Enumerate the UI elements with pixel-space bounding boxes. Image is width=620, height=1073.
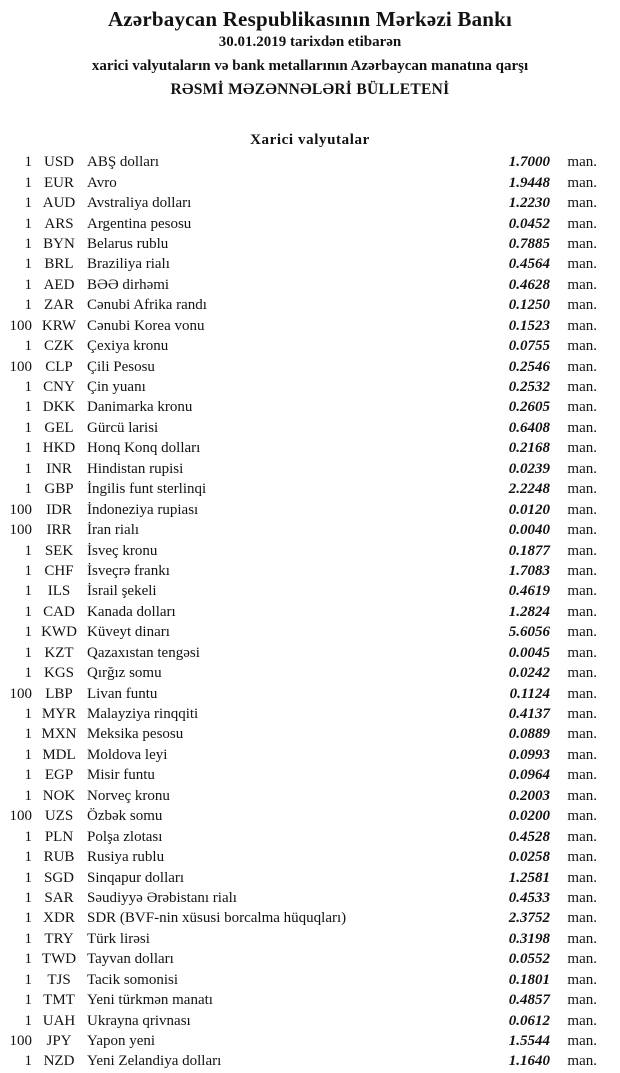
currency-quantity: 1: [24, 379, 32, 396]
table-row: [7, 929, 597, 949]
rate-unit-label: man.: [567, 808, 597, 825]
currency-rate: 0.0242: [508, 665, 550, 682]
table-row: [7, 950, 597, 970]
currency-quantity: 1: [24, 154, 32, 171]
currency-rate: 0.1250: [508, 297, 550, 314]
currency-name: Türk lirəsi: [87, 930, 150, 947]
rate-unit-label: man.: [567, 685, 597, 702]
currency-code: INR: [46, 460, 72, 477]
currency-rate: 0.2532: [508, 379, 550, 396]
currency-rate: 1.9448: [508, 174, 550, 191]
table-row: [7, 418, 597, 438]
currency-rate: 1.2230: [508, 195, 550, 212]
currency-rate: 0.0755: [508, 338, 550, 355]
rate-unit-label: man.: [567, 828, 597, 845]
currency-quantity: 1: [24, 706, 32, 723]
table-row: [7, 193, 597, 213]
table-row: [7, 459, 597, 479]
currency-code: CZK: [44, 338, 74, 355]
currency-code: CAD: [43, 603, 75, 620]
currency-quantity: 1: [24, 562, 32, 579]
currency-rate: 0.0452: [508, 215, 550, 232]
currency-name: Özbək somu: [87, 808, 163, 825]
currency-name: Braziliya rialı: [87, 256, 170, 273]
currency-code: CLP: [45, 358, 73, 375]
table-row: [7, 541, 597, 561]
table-row: [7, 602, 597, 622]
table-row: [7, 561, 597, 581]
currency-code: ZAR: [44, 297, 74, 314]
currency-name: Cənubi Afrika randı: [87, 297, 207, 314]
currency-code: PLN: [44, 828, 74, 845]
currency-quantity: 1: [24, 767, 32, 784]
table-row: [7, 1011, 597, 1031]
currency-rate: 0.1877: [508, 542, 550, 559]
table-row: [7, 847, 597, 867]
currency-rate: 0.2003: [508, 787, 550, 804]
currency-quantity: 100: [9, 685, 32, 702]
currency-name: Ukrayna qrivnası: [87, 1012, 191, 1029]
rate-unit-label: man.: [567, 460, 597, 477]
table-row: [7, 643, 597, 663]
currency-code: MDL: [42, 746, 76, 763]
currency-code: SAR: [44, 889, 74, 906]
currency-rate: 0.0964: [508, 767, 550, 784]
rate-unit-label: man.: [567, 338, 597, 355]
table-row: [7, 1052, 597, 1072]
currency-quantity: 1: [24, 930, 32, 947]
rate-unit-label: man.: [567, 603, 597, 620]
currency-name: Tayvan dolları: [87, 951, 174, 968]
currency-code: SEK: [44, 542, 74, 559]
table-row: [7, 766, 597, 786]
currency-rate: 0.4628: [508, 276, 550, 293]
currency-code: BRL: [44, 256, 74, 273]
currency-name: Səudiyyə Ərəbistanı rialı: [87, 889, 237, 906]
currency-code: BYN: [43, 235, 75, 252]
currency-name: Moldova leyi: [87, 746, 168, 763]
rate-unit-label: man.: [567, 767, 597, 784]
rate-unit-label: man.: [567, 399, 597, 416]
currency-quantity: 1: [24, 399, 32, 416]
currency-name: Honq Konq dolları: [87, 440, 201, 457]
currency-name: Yeni Zelandiya dolları: [87, 1053, 222, 1070]
currency-rate: 2.2248: [508, 481, 550, 498]
currency-code: RUB: [43, 849, 75, 866]
rate-unit-label: man.: [567, 215, 597, 232]
currency-quantity: 100: [9, 522, 32, 539]
rate-unit-label: man.: [567, 256, 597, 273]
currency-rate: 0.6408: [508, 419, 550, 436]
currency-rate: 1.5544: [508, 1033, 550, 1050]
currency-code: JPY: [46, 1033, 72, 1050]
currency-code: KWD: [41, 624, 77, 641]
currency-code: TMT: [43, 992, 75, 1009]
currency-name: Çexiya kronu: [87, 338, 169, 355]
currency-name: Polşa zlotası: [87, 828, 163, 845]
currency-name: Yapon yeni: [87, 1033, 156, 1050]
currency-quantity: 1: [24, 1053, 32, 1070]
currency-quantity: 1: [24, 338, 32, 355]
currency-name: Danimarka kronu: [87, 399, 193, 416]
currency-code: ARS: [44, 215, 74, 232]
currency-name: İran rialı: [87, 522, 140, 539]
currency-rate: 0.1124: [509, 685, 550, 702]
currency-name: Çili Pesosu: [87, 358, 155, 375]
table-row: [7, 520, 597, 540]
currency-quantity: 100: [9, 808, 32, 825]
rate-unit-label: man.: [567, 971, 597, 988]
table-row: [7, 704, 597, 724]
table-row: [7, 745, 597, 765]
table-row: [7, 990, 597, 1010]
currency-name: Sinqapur dolları: [87, 869, 185, 886]
currency-name: Meksika pesosu: [87, 726, 184, 743]
table-row: [7, 725, 597, 745]
table-row: [7, 663, 597, 683]
currency-quantity: 1: [24, 440, 32, 457]
currency-name: İsrail şekeli: [87, 583, 157, 600]
bank-title: Azərbaycan Respublikasının Mərkəzi Bankı: [107, 7, 513, 31]
currency-name: İsveçrə frankı: [87, 562, 170, 579]
currency-name: Küveyt dinarı: [87, 624, 170, 641]
rate-unit-label: man.: [567, 665, 597, 682]
rate-unit-label: man.: [567, 481, 597, 498]
currency-name: Kanada dolları: [87, 603, 176, 620]
currency-name: Yeni türkmən manatı: [87, 992, 213, 1009]
table-row: [7, 275, 597, 295]
table-row: [7, 582, 597, 602]
currency-quantity: 1: [24, 460, 32, 477]
table-row: [7, 623, 597, 643]
currency-name: İndoneziya rupiası: [87, 501, 199, 518]
currency-rate: 0.4857: [508, 992, 550, 1009]
rate-unit-label: man.: [567, 297, 597, 314]
currency-rate: 1.1640: [508, 1053, 550, 1070]
currency-name: BƏƏ dirhəmi: [87, 276, 170, 293]
currency-code: ILS: [47, 583, 71, 600]
scope-line: xarici valyutaların və bank metallarının Azərbaycan manatına qarşı: [91, 57, 529, 74]
table-row: [7, 909, 597, 929]
currency-code: MXN: [41, 726, 77, 743]
currency-quantity: 1: [24, 603, 32, 620]
currency-rate: 0.0040: [508, 522, 550, 539]
section-title-foreign-currencies: Xarici valyutalar: [250, 131, 370, 148]
currency-name: Avstraliya dolları: [87, 195, 192, 212]
currency-rate: 0.2605: [508, 399, 550, 416]
currency-code: SGD: [43, 869, 74, 886]
currency-name: Cənubi Korea vonu: [87, 317, 205, 334]
currency-code: CHF: [44, 562, 74, 579]
rate-unit-label: man.: [567, 154, 597, 171]
rate-unit-label: man.: [567, 746, 597, 763]
currency-quantity: 1: [24, 583, 32, 600]
table-row: [7, 255, 597, 275]
table-row: [7, 480, 597, 500]
currency-name: Argentina pesosu: [87, 215, 192, 232]
currency-quantity: 1: [24, 951, 32, 968]
rate-unit-label: man.: [567, 317, 597, 334]
currency-name: Belarus rublu: [87, 235, 169, 252]
currency-code: KZT: [44, 644, 74, 661]
currency-code: LBP: [45, 685, 73, 702]
currency-rate: 0.0045: [508, 644, 550, 661]
rate-unit-label: man.: [567, 930, 597, 947]
currency-quantity: 1: [24, 256, 32, 273]
currency-rate: 1.7083: [508, 562, 550, 579]
currency-rate: 0.0120: [508, 501, 550, 518]
currency-code: TRY: [44, 930, 74, 947]
currency-name: İsveç kronu: [87, 542, 158, 559]
currency-code: AED: [43, 276, 75, 293]
rate-unit-label: man.: [567, 726, 597, 743]
table-row: [7, 296, 597, 316]
rate-unit-label: man.: [567, 1012, 597, 1029]
rate-unit-label: man.: [567, 706, 597, 723]
currency-code: MYR: [41, 706, 77, 723]
rate-unit-label: man.: [567, 358, 597, 375]
currency-quantity: 1: [24, 195, 32, 212]
currency-quantity: 1: [24, 726, 32, 743]
rate-unit-label: man.: [567, 562, 597, 579]
currency-code: AUD: [42, 195, 76, 212]
currency-name: Qazaxıstan tengəsi: [87, 644, 200, 661]
currency-name: Çin yuanı: [87, 379, 146, 396]
currency-name: Misir funtu: [87, 767, 155, 784]
table-row: [7, 234, 597, 254]
currency-code: IRR: [46, 522, 72, 539]
currency-code: GBP: [44, 481, 74, 498]
currency-rate: 0.0612: [508, 1012, 550, 1029]
currency-code: CNY: [43, 379, 75, 396]
currency-quantity: 1: [24, 542, 32, 559]
currency-rate: 2.3752: [508, 910, 550, 927]
currency-quantity: 1: [24, 746, 32, 763]
rate-unit-label: man.: [567, 644, 597, 661]
currency-rate: 0.0258: [508, 849, 550, 866]
rate-unit-label: man.: [567, 910, 597, 927]
table-row: [7, 357, 597, 377]
currency-quantity: 100: [9, 317, 32, 334]
rate-unit-label: man.: [567, 1053, 597, 1070]
currency-rate: 0.2168: [508, 440, 550, 457]
currency-code: EUR: [44, 174, 74, 191]
table-row: [7, 173, 597, 193]
bulletin-header: [0, 7, 620, 102]
rate-unit-label: man.: [567, 174, 597, 191]
rate-unit-label: man.: [567, 235, 597, 252]
rate-unit-label: man.: [567, 951, 597, 968]
rate-unit-label: man.: [567, 1033, 597, 1050]
table-row: [7, 316, 597, 336]
currency-code: UAH: [42, 1012, 76, 1029]
currency-quantity: 1: [24, 174, 32, 191]
currency-code: KGS: [43, 665, 74, 682]
currency-quantity: 1: [24, 849, 32, 866]
rate-unit-label: man.: [567, 419, 597, 436]
currency-rate: 0.0239: [508, 460, 550, 477]
currency-rate: 0.4619: [508, 583, 550, 600]
currency-code: USD: [43, 154, 74, 171]
currency-rate: 5.6056: [508, 624, 550, 641]
currency-code: TWD: [41, 951, 77, 968]
currency-rate: 0.4137: [508, 706, 550, 723]
currency-code: IDR: [46, 501, 72, 518]
currency-name: Malayziya rinqqiti: [87, 706, 199, 723]
rate-unit-label: man.: [567, 522, 597, 539]
currency-quantity: 1: [24, 644, 32, 661]
currency-quantity: 1: [24, 992, 32, 1009]
currency-rate: 0.1523: [508, 317, 550, 334]
currency-quantity: 1: [24, 787, 32, 804]
currency-code: TJS: [47, 971, 71, 988]
rate-unit-label: man.: [567, 195, 597, 212]
currency-quantity: 1: [24, 297, 32, 314]
table-row: [7, 786, 597, 806]
currency-code: DKK: [42, 399, 76, 416]
currency-table: [0, 153, 620, 1073]
currency-name: Rusiya rublu: [87, 849, 165, 866]
rate-unit-label: man.: [567, 440, 597, 457]
rate-unit-label: man.: [567, 849, 597, 866]
currency-name: Avro: [87, 174, 117, 191]
currency-rate: 0.3198: [508, 930, 550, 947]
table-row: [7, 398, 597, 418]
currency-rate: 1.2581: [508, 869, 550, 886]
currency-quantity: 100: [9, 501, 32, 518]
currency-quantity: 100: [9, 1033, 32, 1050]
currency-quantity: 1: [24, 971, 32, 988]
currency-rate: 1.7000: [508, 154, 550, 171]
currency-name: Gürcü larisi: [87, 419, 159, 436]
currency-quantity: 1: [24, 828, 32, 845]
currency-quantity: 1: [24, 889, 32, 906]
table-row: [7, 214, 597, 234]
currency-rate: 0.2546: [508, 358, 550, 375]
currency-code: GEL: [44, 419, 74, 436]
table-row: [7, 377, 597, 397]
currency-name: Hindistan rupisi: [87, 460, 184, 477]
currency-name: Qırğız somu: [87, 665, 162, 682]
currency-quantity: 1: [24, 419, 32, 436]
rate-unit-label: man.: [567, 542, 597, 559]
rate-unit-label: man.: [567, 889, 597, 906]
currency-code: EGP: [44, 767, 74, 784]
currency-rate: 0.4533: [508, 889, 550, 906]
table-row: [7, 500, 597, 520]
currency-quantity: 1: [24, 235, 32, 252]
table-row: [7, 336, 597, 356]
currency-quantity: 1: [24, 869, 32, 886]
currency-quantity: 1: [24, 1012, 32, 1029]
currency-rate: 0.1801: [508, 971, 550, 988]
table-row: [7, 153, 597, 173]
currency-rate: 0.0552: [508, 951, 550, 968]
currency-rate: 0.7885: [508, 235, 550, 252]
currency-rate: 0.0200: [508, 808, 550, 825]
currency-name: Livan funtu: [87, 685, 158, 702]
currency-code: XDR: [43, 910, 75, 927]
currency-name: İngilis funt sterlinqi: [87, 481, 207, 498]
currency-quantity: 100: [9, 358, 32, 375]
rate-unit-label: man.: [567, 869, 597, 886]
currency-quantity: 1: [24, 624, 32, 641]
currency-rate: 0.4564: [508, 256, 550, 273]
table-row: [7, 684, 597, 704]
currency-rate: 1.2824: [508, 603, 550, 620]
currency-quantity: 1: [24, 215, 32, 232]
rate-unit-label: man.: [567, 583, 597, 600]
currency-rate: 0.0889: [508, 726, 550, 743]
currency-rate: 0.0993: [508, 746, 550, 763]
currency-code: KRW: [41, 317, 77, 334]
currency-name: SDR (BVF-nin xüsusi borcalma hüquqları): [87, 910, 347, 927]
effective-date-line: 30.01.2019 tarixdən etibarən: [218, 34, 402, 50]
currency-quantity: 1: [24, 910, 32, 927]
currency-quantity: 1: [24, 276, 32, 293]
table-row: [7, 807, 597, 827]
currency-name: ABŞ dolları: [87, 154, 160, 171]
table-row: [7, 1031, 597, 1051]
table-row: [7, 970, 597, 990]
currency-name: Norveç kronu: [87, 787, 170, 804]
rate-unit-label: man.: [567, 624, 597, 641]
currency-code: NZD: [43, 1053, 75, 1070]
table-row: [7, 868, 597, 888]
currency-quantity: 1: [24, 481, 32, 498]
rate-unit-label: man.: [567, 992, 597, 1009]
bulletin-title: RƏSMİ MƏZƏNNƏLƏRİ BÜLLETENİ: [170, 81, 450, 98]
currency-code: HKD: [42, 440, 76, 457]
currency-code: NOK: [42, 787, 76, 804]
currency-quantity: 1: [24, 665, 32, 682]
rate-unit-label: man.: [567, 379, 597, 396]
rate-unit-label: man.: [567, 787, 597, 804]
rate-unit-label: man.: [567, 501, 597, 518]
table-row: [7, 888, 597, 908]
table-row: [7, 827, 597, 847]
currency-name: Tacik somonisi: [87, 971, 179, 988]
rate-unit-label: man.: [567, 276, 597, 293]
currency-code: UZS: [44, 808, 74, 825]
currency-rate: 0.4528: [508, 828, 550, 845]
table-row: [7, 439, 597, 459]
